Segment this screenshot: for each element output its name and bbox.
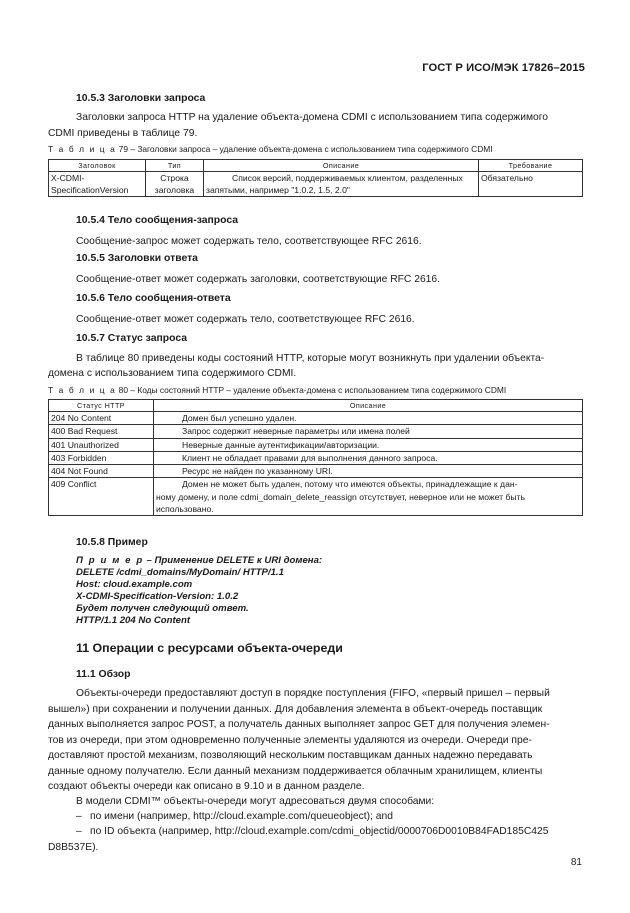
example-heading xyxy=(76,555,322,567)
table-row xyxy=(49,438,583,451)
table-cell: Ресурс не найден по указанному URI. xyxy=(154,465,583,478)
paragraph-line: Заголовки запроса HTTP на удаление объекта-домена CDMI с использованием типа содержимого xyxy=(76,112,549,123)
table-header-cell: Требование xyxy=(479,160,583,172)
paragraph-line: тов из очереди, при этом одновременно полученные элементы удаляются из очереди. Очереди пре- xyxy=(48,735,532,746)
section-10-5-7-title: 10.5.7 Статус запроса xyxy=(76,333,188,344)
standard-header: ГОСТ Р ИСО/МЭК 17826–2015 xyxy=(422,62,585,74)
cell-line: Список версий, поддерживаемых клиентом, разделенных xyxy=(232,173,463,183)
dash-bullet: – xyxy=(76,826,82,837)
example-line: HTTP/1.1 204 No Content xyxy=(76,615,191,626)
table-cell: 400 Bad Request xyxy=(49,425,154,438)
list-item xyxy=(76,809,393,825)
cell-line: запятыми, например "1.0.2, 1.5, 2.0" xyxy=(206,185,350,195)
example-block xyxy=(76,555,322,627)
caption-text: 79 – Заголовки запроса – удаление объекта-домена с использованием типа содержимого CDMI xyxy=(116,144,493,154)
table-row xyxy=(49,478,583,516)
section-10-5-3-title: 10.5.3 Заголовки запроса xyxy=(76,93,206,104)
table-cell xyxy=(154,478,583,516)
table-cell: Запрос содержит неверные параметры или имена полей xyxy=(154,425,583,438)
example-line: X-CDMI-Specification-Version: 1.0.2 xyxy=(76,591,239,602)
example-line: Host: cloud.example.com xyxy=(76,579,193,590)
cell-line: Строка xyxy=(160,173,189,183)
paragraph-line: данных выполняется запрос POST, а получатель данных выполняет запрос GET для получения элемен- xyxy=(48,719,550,730)
example-label: П р и м е р xyxy=(76,555,144,566)
paragraph-line: Сообщение-запрос может содержать тело, соответствующее RFC 2616. xyxy=(76,236,422,247)
table-cell: 409 Conflict xyxy=(49,478,154,516)
table-cell: 403 Forbidden xyxy=(49,451,154,464)
table-header-row xyxy=(49,400,583,412)
table-row xyxy=(49,425,583,438)
table-row xyxy=(49,412,583,425)
table-header-cell: Описание xyxy=(154,400,583,412)
table-79 xyxy=(48,159,583,197)
paragraph-line: В таблице 80 приведены коды состояний HTTP, которые могут возникнуть при удалении объекта- xyxy=(76,353,545,364)
cell-line: ному домену, и поле cdmi_domain_delete_reassign отсутствует, неверное или не может быть xyxy=(156,491,525,502)
table-row xyxy=(49,172,583,197)
example-title: – Применение DELETE к URI домена: xyxy=(143,555,323,566)
paragraph-line: D8B537E). xyxy=(48,842,99,853)
page-number: 81 xyxy=(570,857,582,868)
table-row xyxy=(49,451,583,464)
table-79-caption xyxy=(48,144,493,154)
table-cell: 401 Unauthorized xyxy=(49,438,154,451)
table-header-row xyxy=(49,160,583,172)
paragraph-line: Объекты-очереди предоставляют доступ в порядке поступления (FIFO, «первый пришел – первый xyxy=(76,688,550,699)
table-cell: 404 Not Found xyxy=(49,465,154,478)
table-cell xyxy=(146,172,204,197)
paragraph-line: Сообщение-ответ может содержать заголовки, соответствующие RFC 2616. xyxy=(76,274,440,285)
caption-label: Т а б л и ц а xyxy=(48,144,117,154)
cell-line: Домен не может быть удален, потому что имеются объекты, принадлежащие к дан- xyxy=(182,479,518,490)
dash-bullet: – xyxy=(76,811,82,822)
paragraph-line: В модели CDMI™ объекты-очереди могут адресоваться двумя способами: xyxy=(76,796,435,807)
table-header-cell: Описание xyxy=(204,160,479,172)
cell-line: SpecificationVersion xyxy=(51,185,129,195)
paragraph-line: домена с использованием типа содержимого CDMI. xyxy=(48,368,297,379)
table-header-cell: Заголовок xyxy=(49,160,146,172)
table-cell: Домен был успешно удален. xyxy=(154,412,583,425)
list-item xyxy=(76,824,548,840)
section-11-title: 11 Операции с ресурсами объекта-очереди xyxy=(76,641,343,655)
table-header-cell: Статус HTTP xyxy=(49,400,154,412)
paragraph-line: данные одному получателю. Если данный механизм поддерживается облачным хранилищем, клиенты xyxy=(48,766,543,777)
paragraph-line: доставляют простой механизм, позволяющий нескольким поставщикам данных надежно передавать xyxy=(48,750,533,761)
paragraph-line: вышел») при сохранении и получении данных. Для добавления элемента в объект-очередь поставщик xyxy=(48,704,543,715)
table-cell: Неверные данные аутентификации/авторизации. xyxy=(154,438,583,451)
table-row xyxy=(49,465,583,478)
paragraph-line: CDMI приведены в таблице 79. xyxy=(48,128,198,139)
table-cell xyxy=(204,172,479,197)
section-10-5-5-title: 10.5.5 Заголовки ответа xyxy=(76,253,198,264)
cell-line: X-CDMI- xyxy=(51,173,85,183)
list-item-text: по ID объекта (например, http://cloud.example.com/cdmi_objectid/0000706D0010B84FAD185C425 xyxy=(90,826,549,837)
cell-line: заголовка xyxy=(154,185,195,195)
paragraph-line: создают объекты очереди как описано в 9.10 и в данном разделе. xyxy=(48,781,365,792)
table-cell: Обязательно xyxy=(479,172,583,197)
list-item-text: по имени (например, http://cloud.example.com/queueobject); and xyxy=(90,811,393,822)
caption-label: Т а б л и ц а xyxy=(48,385,117,395)
section-10-5-6-title: 10.5.6 Тело сообщения-ответа xyxy=(76,293,231,304)
paragraph-line: Сообщение-ответ может содержать тело, соответствующее RFC 2616. xyxy=(76,314,415,325)
table-80 xyxy=(48,399,583,516)
table-header-cell: Тип xyxy=(146,160,204,172)
cell-line: использовано. xyxy=(156,504,214,515)
table-80-caption xyxy=(48,385,506,395)
section-10-5-8-title: 10.5.8 Пример xyxy=(76,537,148,548)
section-10-5-4-title: 10.5.4 Тело сообщения-запроса xyxy=(76,215,239,226)
example-line: DELETE /cdmi_domains/MyDomain/ HTTP/1.1 xyxy=(76,567,284,578)
table-cell: Клиент не обладает правами для выполнения данного запроса. xyxy=(154,451,583,464)
caption-text: 80 – Коды состояний HTTP – удаление объекта-домена с использованием типа содержимого CDMI xyxy=(116,385,507,395)
table-cell: 204 No Content xyxy=(49,412,154,425)
table-cell xyxy=(49,172,146,197)
section-11-1-title: 11.1 Обзор xyxy=(76,669,131,680)
example-line: Будет получен следующий ответ. xyxy=(76,603,249,614)
